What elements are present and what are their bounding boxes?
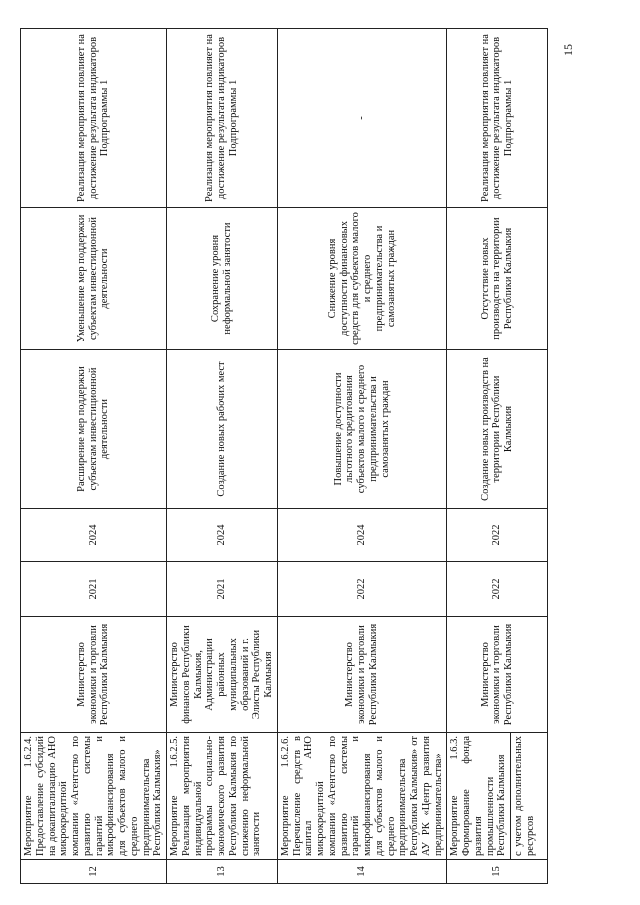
consequence-cell: Уменьшение мер поддержки субъектам инвестиционной деятельности	[21, 208, 167, 350]
start-year-cell: 2022	[277, 562, 447, 617]
table-row	[167, 29, 278, 884]
end-year-cell: 2022	[447, 509, 548, 562]
executor-cell: Министерство финансов Республики Калмыкия, Администрации районных муниципальных образований и г. Элисты Республики Калмыкия	[167, 617, 278, 733]
end-year-cell: 2024	[277, 509, 447, 562]
start-year-cell: 2021	[167, 562, 278, 617]
event-cell: Мероприятие 1.6.2.5. Реализация мероприятия индивидуальной программы социально-экономического развития Республики Калмыкия по снижению неформальной занятости	[167, 733, 278, 860]
row-number: 15	[447, 860, 548, 884]
indicator-link-cell: Реализация мероприятия повлияет на достижение результата индикаторов Подпрограммы 1	[447, 29, 548, 208]
page-number: 15	[561, 44, 575, 56]
end-year-cell: 2024	[167, 509, 278, 562]
end-year-cell: 2024	[21, 509, 167, 562]
expected-result-cell: Создание новых производств на территории Республики Калмыкия	[447, 350, 548, 509]
event-extra-note: с учетом дополнительных ресурсов	[510, 733, 537, 859]
table-row	[447, 29, 548, 884]
executor-cell: Министерство экономики и торговли Республики Калмыкия	[21, 617, 167, 733]
consequence-cell: Снижение уровня доступности финансовых средств для субъектов малого и среднего предпринимательства и самозанятых граждан	[277, 208, 447, 350]
event-cell: Мероприятие 1.6.2.4. Предоставление субсидий на докапитализацию АНО микрокредитной компании «Агентство по развитию системы гарантий и микрофинансирования для субъектов малого и среднего предпринимательства Республики Калмыкия»	[21, 733, 167, 860]
rotated-table-wrapper	[20, 29, 536, 884]
row-number: 14	[277, 860, 447, 884]
start-year-cell: 2022	[447, 562, 548, 617]
table-row	[21, 29, 167, 884]
event-cell: Мероприятие 1.6.2.6. Перечисление средств в капитал АНО микрокредитной компании «Агентство по развитию системы гарантий и микрофинансирования для субъектов малого и среднего предпринимательства Республики Калмыкия» от АУ РК «Центр развития предпринимательства»	[277, 733, 447, 860]
indicator-link-cell: -	[277, 29, 447, 208]
consequence-cell: Отсутствие новых производств на территории Республики Калмыкия	[447, 208, 548, 350]
event-cell	[447, 733, 548, 860]
executor-cell: Министерство экономики и торговли Республики Калмыкия	[277, 617, 447, 733]
program-events-table	[20, 28, 548, 884]
row-number: 12	[21, 860, 167, 884]
table-row	[277, 29, 447, 884]
expected-result-cell: Расширение мер поддержки субъектам инвестиционной деятельности	[21, 350, 167, 509]
consequence-cell: Сохранение уровня неформальной занятости	[167, 208, 278, 350]
start-year-cell: 2021	[21, 562, 167, 617]
row-number: 13	[167, 860, 278, 884]
indicator-link-cell: Реализация мероприятия повлияет на достижение результата индикаторов Подпрограммы 1	[21, 29, 167, 208]
expected-result-cell: Создание новых рабочих мест	[167, 350, 278, 509]
indicator-link-cell: Реализация мероприятия повлияет на достижение результата индикаторов Подпрограммы 1	[167, 29, 278, 208]
expected-result-cell: Повышение доступности льготного кредитования субъектов малого и среднего предпринимательства и самозанятых граждан	[277, 350, 447, 509]
event-text: Мероприятие 1.6.3. Формирование фонда развития промышленности Республики Калмыкия	[449, 736, 508, 856]
executor-cell: Министерство экономики и торговли Республики Калмыкия	[447, 617, 548, 733]
